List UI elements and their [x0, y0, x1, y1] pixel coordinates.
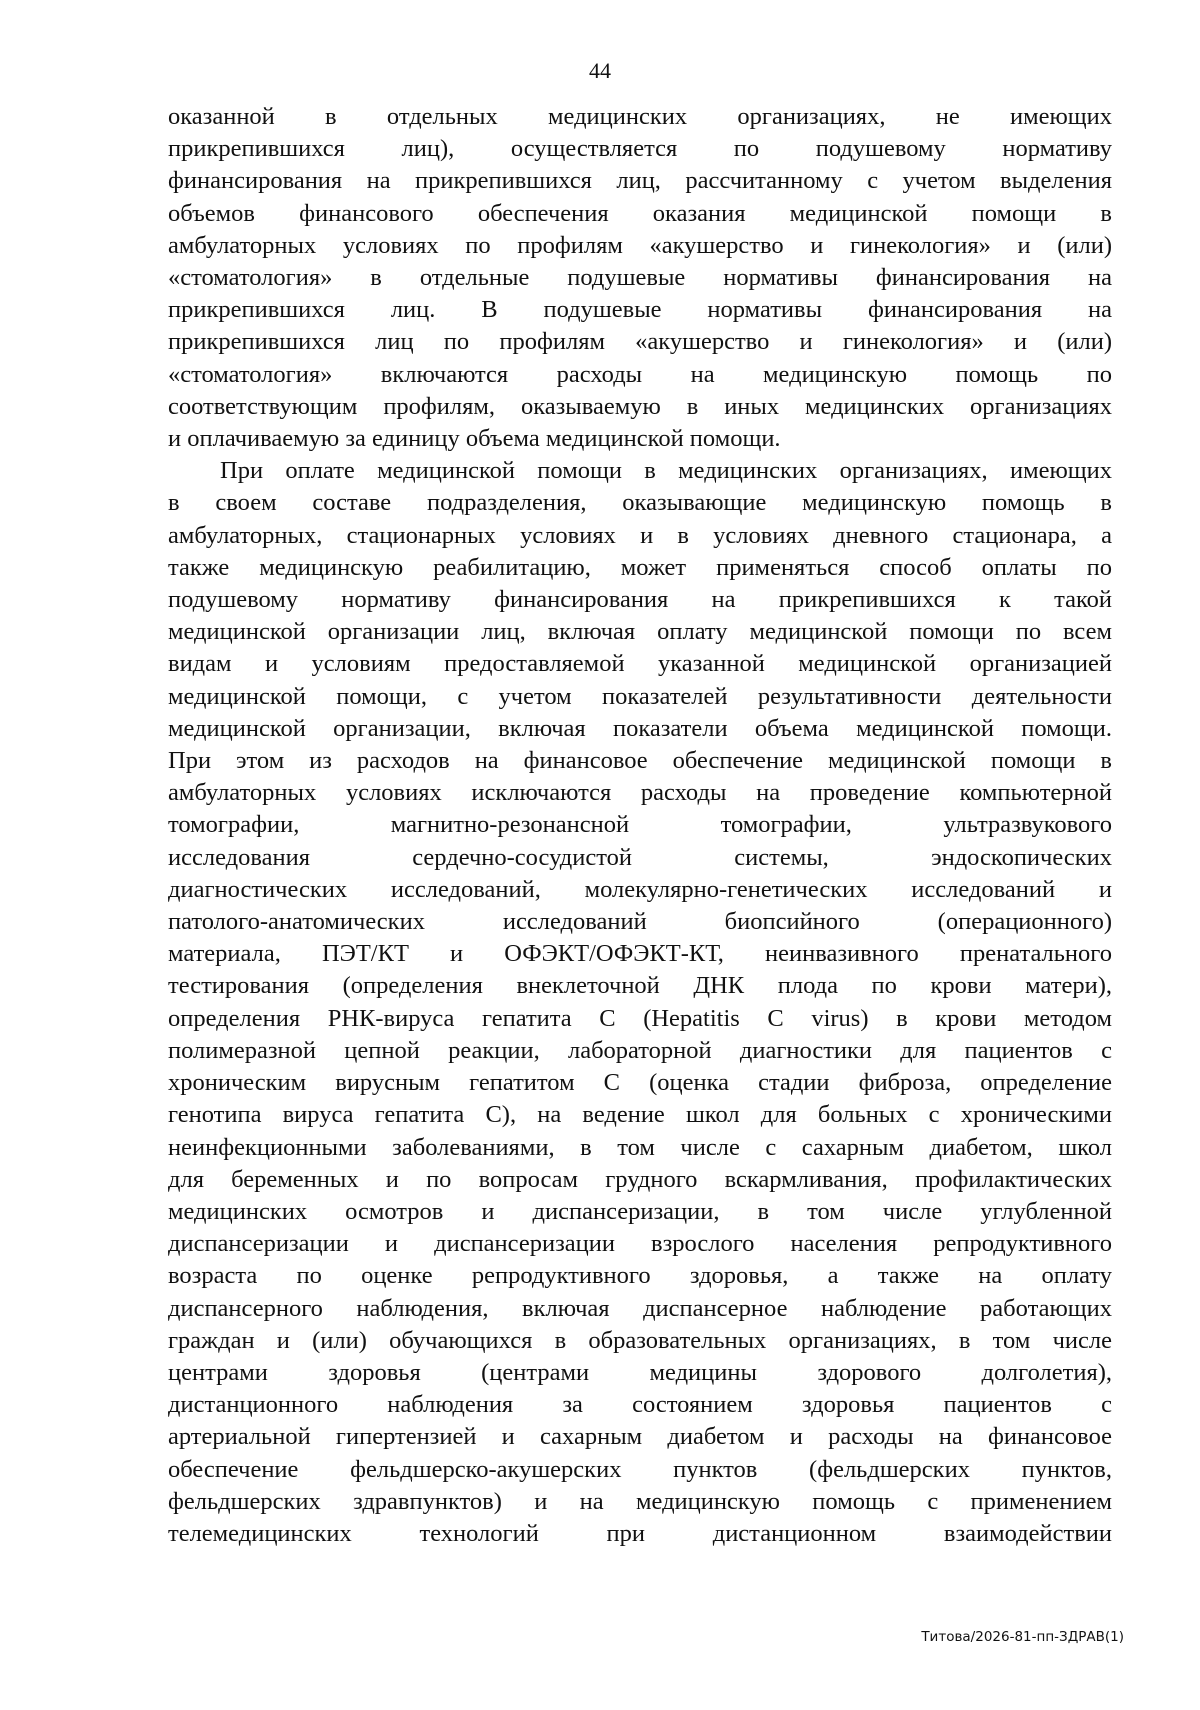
text-line: в своем составе подразделения, оказывающие медицинскую помощь в: [168, 489, 1112, 517]
text-line: определения РНК-вируса гепатита С (Hepatitis C virus) в крови методом: [168, 1004, 1112, 1032]
text-line: также медицинскую реабилитацию, может применяться способ оплаты по: [168, 553, 1112, 581]
text-line: При этом из расходов на финансовое обеспечение медицинской помощи в: [168, 747, 1112, 775]
body-text: [168, 101, 1112, 1550]
text-line: телемедицинских технологий при дистанционном взаимодействии: [168, 1519, 1112, 1547]
text-line: обеспечение фельдшерско-акушерских пунктов (фельдшерских пунктов,: [168, 1455, 1112, 1483]
text-line: амбулаторных условиях по профилям «акушерство и гинекология» и (или): [168, 231, 1112, 259]
text-line: фельдшерских здравпунктов) и на медицинскую помощь с применением: [168, 1487, 1112, 1515]
text-line: прикрепившихся лиц по профилям «акушерство и гинекология» и (или): [168, 328, 1112, 356]
text-line: возраста по оценке репродуктивного здоровья, а также на оплату: [168, 1262, 1112, 1290]
text-line: граждан и (или) обучающихся в образовательных организациях, в том числе: [168, 1326, 1112, 1354]
text-line: При оплате медицинской помощи в медицинских организациях, имеющих: [220, 457, 1112, 485]
text-line: подушевому нормативу финансирования на прикрепившихся к такой: [168, 586, 1112, 614]
text-line: хроническим вирусным гепатитом С (оценка стадии фиброза, определение: [168, 1069, 1112, 1097]
text-line: неинфекционными заболеваниями, в том числе с сахарным диабетом, школ: [168, 1133, 1112, 1161]
paragraph-continuation: [168, 101, 1112, 455]
text-line: соответствующим профилям, оказываемую в иных медицинских организациях: [168, 392, 1112, 420]
text-line: амбулаторных, стационарных условиях и в условиях дневного стационара, а: [168, 521, 1112, 549]
text-line: прикрепившихся лиц. В подушевые нормативы финансирования на: [168, 296, 1112, 324]
document-id-footer: Титова/2026-81-пп-ЗДРАВ(1): [921, 1629, 1124, 1645]
text-line: дистанционного наблюдения за состоянием здоровья пациентов с: [168, 1391, 1112, 1419]
text-line: диспансерного наблюдения, включая диспансерное наблюдение работающих: [168, 1294, 1112, 1322]
text-line: «стоматология» включаются расходы на медицинскую помощь по: [168, 360, 1112, 388]
page-number: 44: [589, 58, 611, 83]
text-line: тестирования (определения внеклеточной ДНК плода по крови матери),: [168, 972, 1112, 1000]
text-line: прикрепившихся лиц), осуществляется по подушевому нормативу: [168, 135, 1112, 163]
text-line: диспансеризации и диспансеризации взрослого населения репродуктивного: [168, 1230, 1112, 1258]
text-line: материала, ПЭТ/КТ и ОФЭКТ/ОФЭКТ-КТ, неинвазивного пренатального: [168, 940, 1112, 968]
text-line: видам и условиям предоставляемой указанной медицинской организацией: [168, 650, 1112, 678]
text-line: медицинских осмотров и диспансеризации, в том числе углубленной: [168, 1197, 1112, 1225]
text-line: томографии, магнитно-резонансной томографии, ультразвукового: [168, 811, 1112, 839]
paragraph-payment-method: [168, 455, 1112, 1550]
text-line: диагностических исследований, молекулярно-генетических исследований и: [168, 875, 1112, 903]
text-line: полимеразной цепной реакции, лабораторной диагностики для пациентов с: [168, 1036, 1112, 1064]
text-line: амбулаторных условиях исключаются расходы на проведение компьютерной: [168, 779, 1112, 807]
text-line: патолого-анатомических исследований биопсийного (операционного): [168, 908, 1112, 936]
text-line: исследования сердечно-сосудистой системы, эндоскопических: [168, 843, 1112, 871]
text-line: для беременных и по вопросам грудного вскармливания, профилактических: [168, 1165, 1112, 1193]
text-line: артериальной гипертензией и сахарным диабетом и расходы на финансовое: [168, 1423, 1112, 1451]
text-line: центрами здоровья (центрами медицины здорового долголетия),: [168, 1358, 1112, 1386]
text-line: объемов финансового обеспечения оказания медицинской помощи в: [168, 199, 1112, 227]
text-line: финансирования на прикрепившихся лиц, рассчитанному с учетом выделения: [168, 167, 1112, 195]
text-line: медицинской организации лиц, включая оплату медицинской помощи по всем: [168, 618, 1112, 646]
text-line: медицинской организации, включая показатели объема медицинской помощи.: [168, 714, 1112, 742]
text-line: оказанной в отдельных медицинских организациях, не имеющих: [168, 103, 1112, 130]
text-line: «стоматология» в отдельные подушевые нормативы финансирования на: [168, 264, 1112, 292]
text-line: и оплачиваемую за единицу объема медицинской помощи.: [168, 425, 781, 453]
text-line: медицинской помощи, с учетом показателей результативности деятельности: [168, 682, 1112, 710]
text-line: генотипа вируса гепатита С), на ведение школ для больных с хроническими: [168, 1101, 1112, 1129]
